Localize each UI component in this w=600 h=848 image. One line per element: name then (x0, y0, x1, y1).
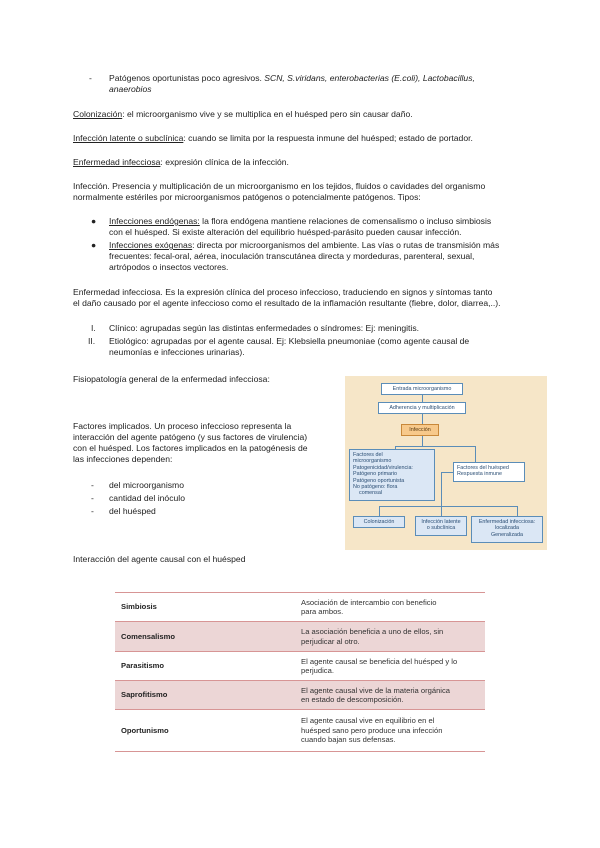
huesped-line: Factores del huésped (457, 465, 509, 471)
factor-dash: - (91, 480, 94, 490)
interaction-table (115, 592, 485, 752)
roman-num: I. (91, 323, 96, 333)
table-row (115, 652, 485, 681)
top-bullet-line2: anaerobios (109, 84, 152, 94)
def-latente (73, 133, 473, 144)
micro-line: Factores del (353, 452, 383, 458)
term-enfermedad: Enfermedad infecciosa (73, 157, 161, 167)
tipo-exogena-line3: artrópodos o insectos vectores. (109, 262, 229, 272)
enfermedad-line2: el daño causado por el agente infeccioso como el resultado de la inflamación resultante (fiebre, dolor, diarrea,..). (73, 298, 501, 308)
diagram-arrow (517, 506, 518, 516)
def-line: Asociación de intercambio con beneficio (301, 597, 437, 607)
table-term: Oportunismo (115, 710, 295, 752)
factor-dash: - (91, 493, 94, 503)
term-colonizacion: Colonización (73, 109, 123, 119)
diagram-colonizacion: Colonización (353, 516, 405, 528)
def-line: El agente causal se beneficia del huésped y lo (301, 656, 458, 666)
table-term: Simbiosis (115, 593, 295, 622)
def-enfermedad (73, 157, 289, 168)
diagram-connector (395, 446, 475, 447)
text-colonizacion: : el microorganismo vive y se multiplica en el huésped pero sin causar daño. (122, 109, 413, 119)
diagram-arrow (422, 414, 423, 424)
diagram-arrow (475, 446, 476, 462)
def-line: en estado de descomposición. (301, 695, 404, 704)
term-latente: Infección latente o subclínica (73, 133, 184, 143)
table-term: Comensalismo (115, 622, 295, 652)
table-term: Saprofitismo (115, 681, 295, 710)
table-def (295, 652, 485, 681)
micro-line: Patógeno oportunista (353, 477, 405, 484)
diagram-arrow (422, 395, 423, 402)
enfermedad-diag-line: localizada (495, 525, 519, 532)
diagram-adherencia: Adherencia y multiplicación (378, 402, 466, 414)
table-row (115, 593, 485, 622)
def-colonizacion (73, 109, 413, 120)
bullet-dot-icon: ● (91, 240, 97, 250)
diagram-connector (379, 506, 517, 507)
factor-item: del microorganismo (109, 480, 184, 490)
tipo-exogena-line2: frecuentes: fecal-oral, aérea, inoculación transcutánea directa y mordeduras, parenteral, sexual, (109, 251, 475, 261)
table-def (295, 622, 485, 652)
bullet-dash: - (89, 73, 92, 83)
diagram-latente (415, 516, 467, 536)
enfermedad-diag-line: Generalizada (490, 531, 524, 538)
table-term: Parasitismo (115, 652, 295, 681)
top-bullet-line1 (109, 73, 475, 84)
factor-dash: - (91, 506, 94, 516)
term-exogenas: Infecciones exógenas (109, 240, 193, 250)
def-line: El agente causal vive en equilibrio en el (301, 716, 435, 726)
table-def (295, 681, 485, 710)
tipo-endogena-line2: con el huésped. Si existe alteración del equilibrio huésped-parásito pueden causar infección. (109, 227, 462, 237)
term-endogenas: Infecciones endógenas: (109, 216, 200, 226)
micro-line: Patogenicidad/virulencia: (353, 464, 413, 471)
infeccion-line2: normalmente estériles por microorganismos patógenos o potencialmente patógenos. Tipos: (73, 192, 421, 202)
enfermedad-line1: Enfermedad infecciosa. Es la expresión clínica del proceso infeccioso, traduciendo en signos y síntomas tanto (73, 287, 493, 297)
latente-line: o subclínica (426, 525, 456, 532)
diagram-factores-huesped (453, 462, 525, 482)
top-bullet-plain: Patógenos oportunistas poco agresivos. (109, 73, 262, 83)
text-endogenas: la flora endógena mantiene relaciones de comensalismo o incluso simbiosis (199, 216, 492, 226)
diagram-infeccion: Infección (401, 424, 439, 436)
diagram-arrow (422, 436, 423, 446)
table-row (115, 622, 485, 652)
table-row (115, 710, 485, 752)
def-line: para ambos. (301, 607, 344, 616)
diagram-arrow (379, 506, 380, 516)
tipo-exogena-line1 (109, 240, 499, 251)
tipo-endogena-line1 (109, 216, 491, 227)
text-exogenas: : directa por microorganismos del ambiente. Las vías o rutas de transmisión más (192, 240, 500, 250)
roman-item-2-line1: Etiológico: agrupadas por el agente causal. Ej: Klebsiella pneumoniae (como agente causal de (109, 336, 470, 346)
diagram-arrow (441, 472, 442, 506)
diagram-arrow (441, 506, 442, 516)
def-line: perjudicar al otro. (301, 636, 360, 646)
micro-line: microorganismo (353, 458, 392, 465)
def-line: cuando bajan sus defensas. (301, 735, 396, 745)
diagram-enfermedad (471, 516, 543, 543)
infeccion-line1: Infección. Presencia y multiplicación de un microorganismo en los tejidos, fluidos o cavidades del organismo (73, 181, 486, 191)
factor-item: cantidad del inóculo (109, 493, 185, 503)
text-enfermedad: : expresión clínica de la infección. (160, 157, 289, 167)
table-row (115, 681, 485, 710)
fisiopatologia-title: Fisiopatología general de la enfermedad infecciosa: (73, 374, 270, 384)
table-def (295, 593, 485, 622)
interaccion-title: Interacción del agente causal con el huésped (73, 554, 246, 564)
roman-item-1: Clínico: agrupadas según las distintas enfermedades o síndromes: Ej: meningitis. (109, 323, 420, 333)
bullet-dot-icon: ● (91, 216, 97, 226)
micro-line: No patógeno: flora (353, 484, 398, 491)
def-line: El agente causal vive de la materia orgánica (301, 685, 451, 695)
enfermedad-diag-line: Enfermedad infecciosa: (478, 519, 536, 525)
factores-line2: interacción del agente patógeno (y sus factores de virulencia) (73, 432, 308, 442)
factores-line3: con el huésped. Los factores implicados en la patogénesis de (73, 443, 308, 453)
diagram-connector (441, 472, 453, 473)
latente-line: Infección latente (421, 519, 461, 525)
roman-item-2-line2: neumonías e infecciones urinarias). (109, 347, 245, 357)
diagram-factores-micro (349, 449, 435, 501)
roman-num: II. (88, 336, 96, 346)
pathogenesis-diagram (345, 376, 547, 550)
def-line: perjudica. (301, 666, 334, 675)
factor-item: del huésped (109, 506, 156, 516)
diagram-entrada: Entrada microorganismo (381, 383, 463, 395)
def-line: La asociación beneficia a uno de ellos, sin (301, 627, 444, 636)
micro-line: comensal (359, 490, 383, 497)
top-bullet-italic: SCN, S.viridans, enterobacterias (E.coli), Lactobacillus, (264, 73, 475, 83)
table-def (295, 710, 485, 752)
huesped-line: Respuesta inmune (457, 471, 502, 478)
factores-line1: Factores implicados. Un proceso infeccioso representa la (73, 421, 292, 431)
factores-line4: las infecciones dependen: (73, 454, 173, 464)
def-line: huésped sano pero produce una infección (301, 725, 443, 735)
text-latente: : cuando se limita por la respuesta inmune del huésped; estado de portador. (183, 133, 473, 143)
micro-line: Patógeno primario (353, 471, 398, 478)
